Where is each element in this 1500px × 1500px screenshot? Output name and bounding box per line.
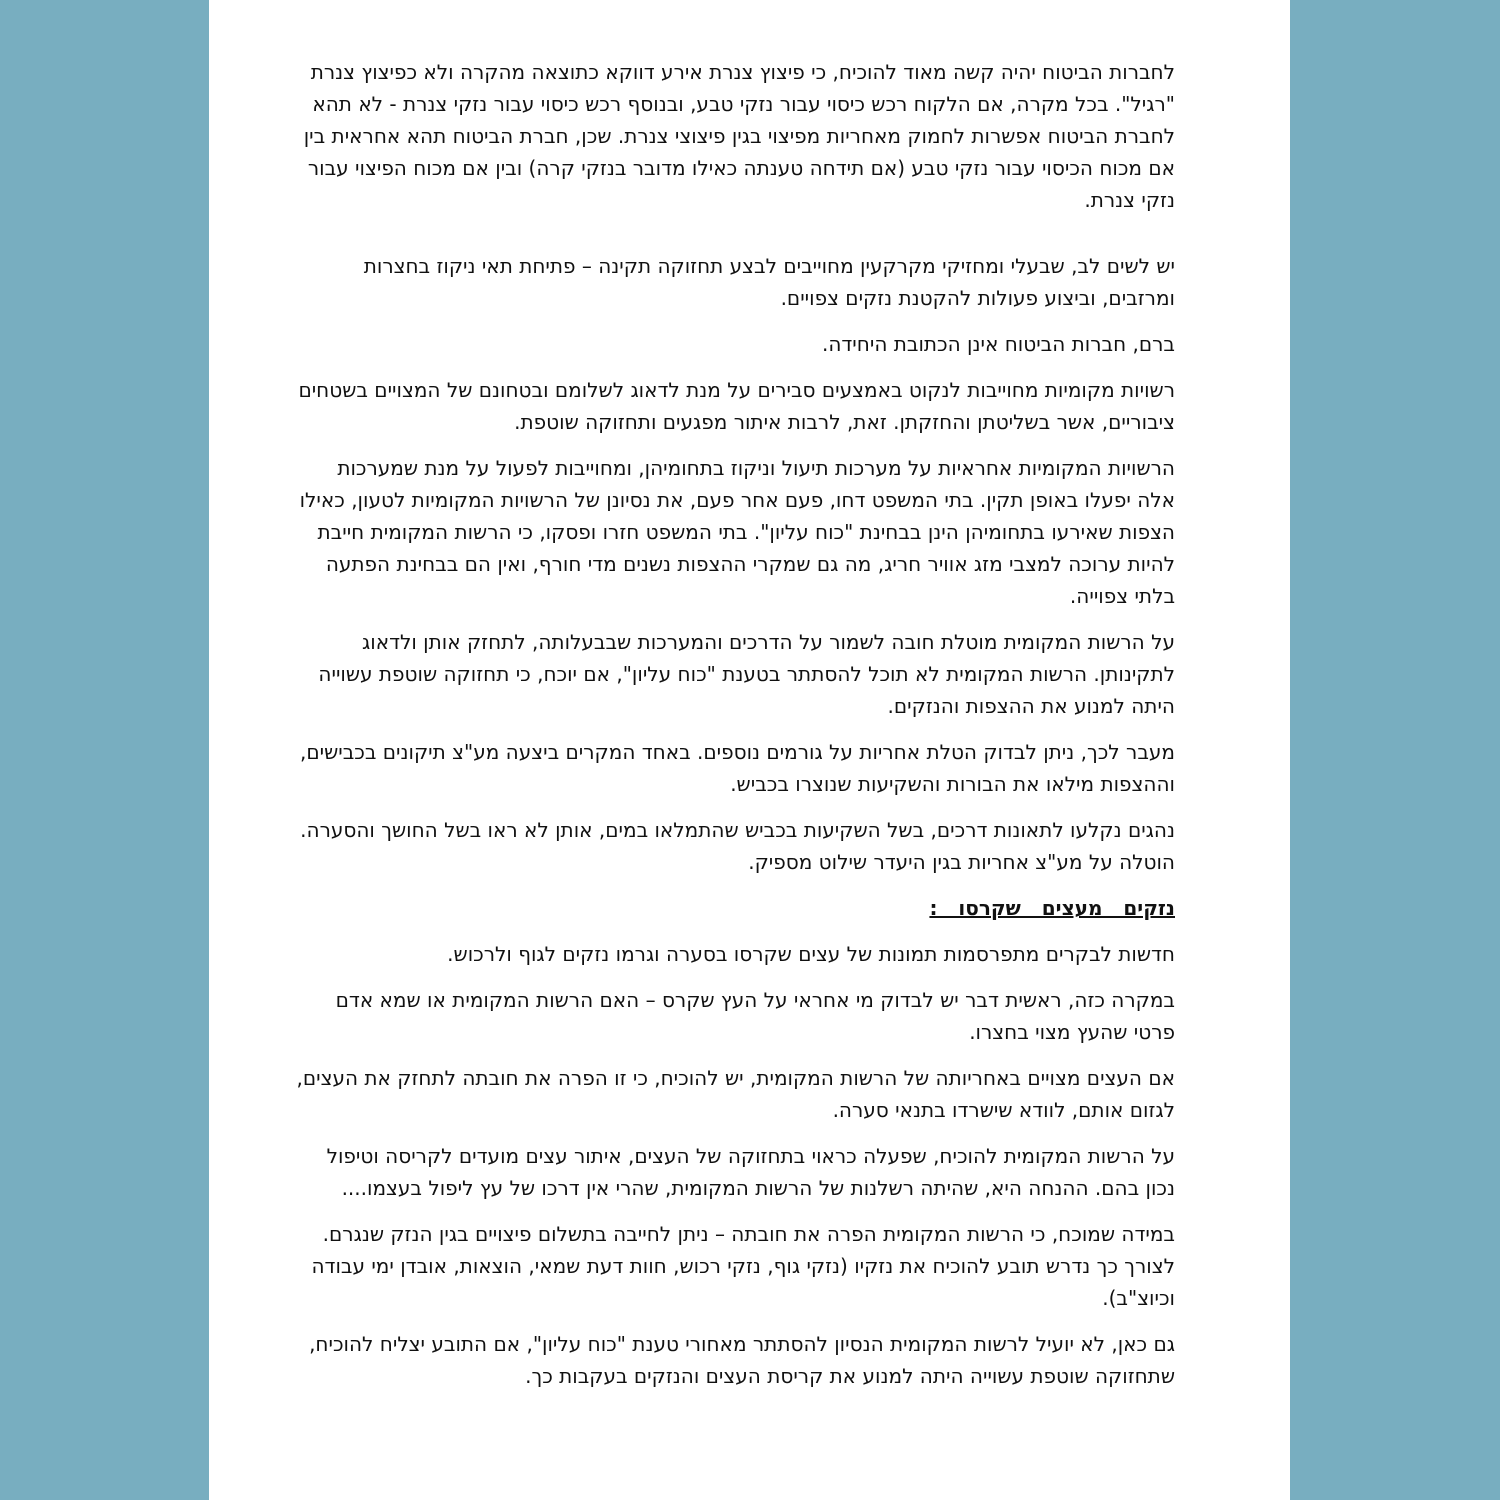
paragraph-drainage-responsibility: הרשויות המקומיות אחראיות על מערכות תיעול וניקוז בתחומיהן, ומחוייבות לפעול על מנת שמערכות אלה יפעלו באופן תקין. בתי המשפט דחו, פעם אחר פעם, את נסיונן של הרשויות המקומיות לטעון, כאילו הצפות שאירעו בתחומיהן הינן בבחינת "כוח עליון". בתי המשפט חזרו ופסקו, כי הרשות המקומית חייבת להיות ערוכה למצבי מזג אוויר חריג, מה גם שמקרי ההצפות נשנים מדי חורף, ואין הם בבחינת הפתעה בלתי צפוייה. [299, 456, 1175, 608]
paragraph-other-parties: מעבר לכך, ניתן לבדוק הטלת אחריות על גורמים נוספים. באחד המקרים ביצעה מע"צ תיקונים בכבישים, וההצפות מילאו את הבורות והשקיעות שנוצרו בכביש. [299, 740, 1175, 796]
paragraph-owners-maintenance: יש לשים לב, שבעלי ומחזיקי מקרקעין מחוייבים לבצע תחזוקה תקינה – פתיחת תאי ניקוז בחצרות ומרזבים, וביצוע פעולות להקטנת נזקים צפויים. [363, 254, 1175, 310]
paragraph-compensation: במידה שמוכח, כי הרשות המקומית הפרה את חובתה – ניתן לחייבה בתשלום פיצויים בגין הנזק שנגרם. לצורך כך נדרש תובע להוכיח את נזקיו (נזקי גוף, נזקי רכוש, חוות דעת שמאי, הוצאות, אובדן ימי עבודה וכיוצ"ב). [311, 1222, 1175, 1310]
paragraph-burden-of-proof: על הרשות המקומית להוכיח, שפעלה כראוי בתחזוקה של העצים, איתור עצים מועדים לקריסה וטיפול נכון בהם. ההנחה היא, שהיתה רשלנות של הרשות המקומית, שהרי אין דרכו של עץ ליפול בעצמו.... [326, 1144, 1175, 1200]
paragraph-force-majeure: גם כאן, לא יועיל לרשות המקומית הנסיון להסתתר מאחורי טענת "כוח עליון", אם התובע יצליח להוכיח, שתחזוקה שוטפת עשוייה היתה למנוע את קריסת העצים והנזקים בעקבות כך. [309, 1332, 1175, 1388]
paragraph-authority-breach: אם העצים מצויים באחריותה של הרשות המקומית, יש להוכיח, כי זו הפרה את חובתה לתחזק את העצים, לגזום אותם, לוודא שישרדו בתנאי סערה. [296, 1066, 1175, 1122]
section-heading-fallen-trees: נזקים מעצים שקרסו : [929, 896, 1175, 920]
paragraph-trees-news: חדשות לבקרים מתפרסמות תמונות של עצים שקרסו בסערה וגרמו נזקים לגוף ולרכוש. [447, 942, 1175, 966]
document-page [209, 0, 1290, 1500]
paragraph-not-only-insurers: ברם, חברות הביטוח אינן הכתובת היחידה. [821, 332, 1175, 356]
document-body [295, 56, 1175, 1406]
paragraph-insurance-pipes: לחברות הביטוח יהיה קשה מאוד להוכיח, כי פיצוץ צנרת אירע דווקא כתוצאה מהקרה ולא כפיצוץ צנרת "רגיל". בכל מקרה, אם הלקוח רכש כיסוי עבור נזקי טבע, ובנוסף רכש כיסוי עבור נזקי צנרת - לא תהא לחברת הביטוח אפשרות לחמוק מאחריות מפיצוי בגין פיצוצי צנרת. שכן, חברת הביטוח תהא אחראית בין אם מכוח הכיסוי עבור נזקי טבע (אם תידחה טענתה כאילו מדובר בנזקי קרה) ובין אם מכוח הפיצוי עבור נזקי צנרת. [303, 60, 1175, 212]
paragraph-who-responsible: במקרה כזה, ראשית דבר יש לבדוק מי אחראי על העץ שקרס – האם הרשות המקומית או שמא אדם פרטי שהעץ מצוי בחצרו. [335, 988, 1175, 1044]
paragraph-road-accidents: נהגים נקלעו לתאונות דרכים, בשל השקיעות בכביש שהתמלאו במים, אותן לא ראו בשל החושך והסערה. הוטלה על מע"צ אחריות בגין היעדר שילוט מספיק. [300, 818, 1175, 874]
paragraph-roads-maintenance: על הרשות המקומית מוטלת חובה לשמור על הדרכים והמערכות שבבעלותה, לתחזק אותן ולדאוג לתקינותן. הרשות המקומית לא תוכל להסתתר בטענת "כוח עליון", אם יוכח, כי תחזוקה שוטפת עשוייה היתה למנוע את ההצפות והנזקים. [318, 630, 1175, 718]
paragraph-local-authorities-duty: רשויות מקומיות מחוייבות לנקוט באמצעים סבירים על מנת לדאוג לשלומם ובטחונם של המצויים בשטחים ציבוריים, אשר בשליטתן והחזקתן. זאת, לרבות איתור מפגעים ותחזוקה שוטפת. [298, 378, 1175, 434]
